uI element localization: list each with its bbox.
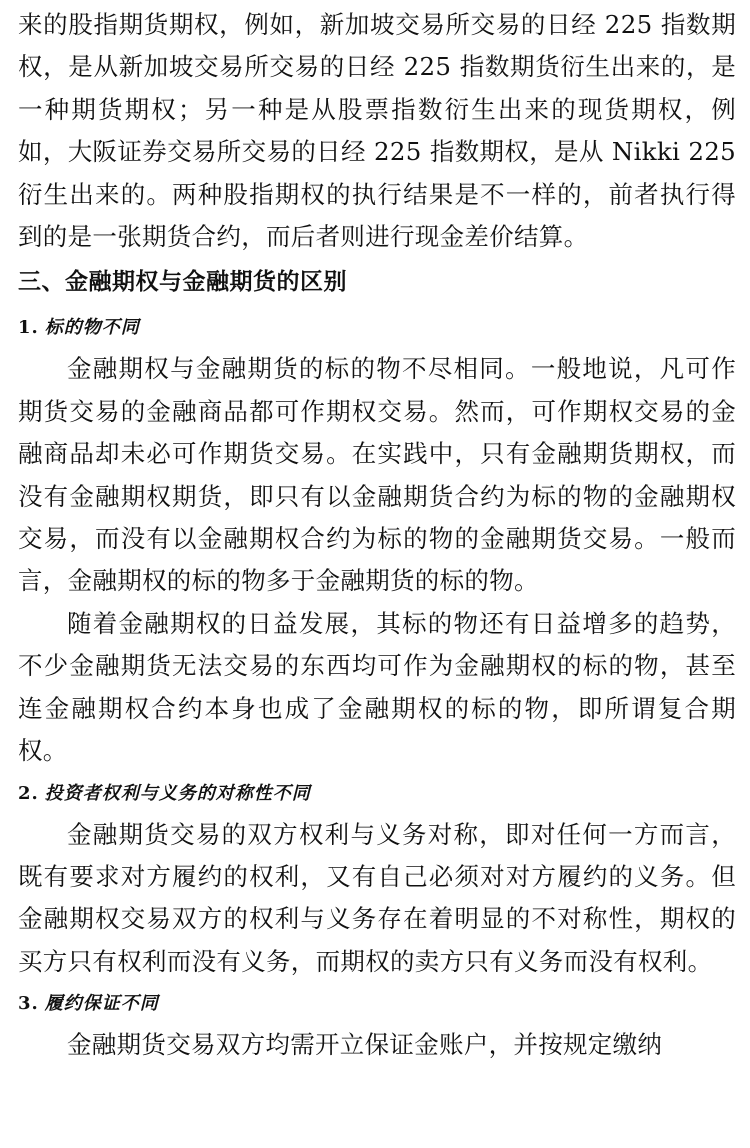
section-heading: 三、金融期权与金融期货的区别	[18, 269, 347, 296]
subsection-number: 1.	[18, 317, 39, 339]
body-paragraph: 随着金融期权的日益发展，其标的物还有日益增多的趋势，不少金融期货无法交易的东西均可作为金融期权的标的物，甚至连金融期权合约本身也成了金融期权的标的物，即所谓复合期权。	[18, 608, 736, 766]
subsection-title: 投资者权利与义务的对称性不同	[44, 782, 311, 804]
subsection-heading-2	[18, 774, 736, 814]
subsection-number: 3.	[18, 993, 39, 1015]
subsection-number: 2.	[18, 782, 39, 804]
body-paragraph: 金融期权与金融期货的标的物不尽相同。一般地说，凡可作期货交易的金融商品都可作期权交易。然而，可作期权交易的金融商品却未必可作期货交易。在实践中，只有金融期货期权，而没有金融期权期货，即只有以金融期货合约为标的物的金融期权交易，而没有以金融期权合约为标的物的金融期货交易。一般而言，金融期权的标的物多于金融期货的标的物。	[18, 354, 736, 596]
intro-paragraph: 来的股指期货期权，例如，新加坡交易所交易的日经 225 指数期权，是从新加坡交易所交易的日经 225 指数期货衍生出来的，是一种期货期权；另一种是从股票指数衍生出来的现货期权，例如，大阪证券交易所交易的日经 225 指数期权，是从 Nikki 225 衍生出来的。两种股指期权的执行结果是不一样的，前者执行得到的是一张期货合约，而后者则进行现金差价结算。	[18, 10, 736, 252]
subsection-title: 标的物不同	[44, 317, 140, 339]
subsection-title: 履约保证不同	[44, 993, 159, 1015]
body-paragraph: 金融期货交易双方均需开立保证金账户，并按规定缴纳	[67, 1030, 663, 1060]
subsection-heading-1	[18, 308, 736, 348]
body-paragraph: 金融期货交易的双方权利与义务对称，即对任何一方而言，既有要求对方履约的权利，又有自己必须对对方履约的义务。但金融期权交易双方的权利与义务存在着明显的不对称性，期权的买方只有权利而没有义务，而期权的卖方只有义务而没有权利。	[18, 819, 736, 976]
subsection-heading-3	[18, 984, 736, 1024]
